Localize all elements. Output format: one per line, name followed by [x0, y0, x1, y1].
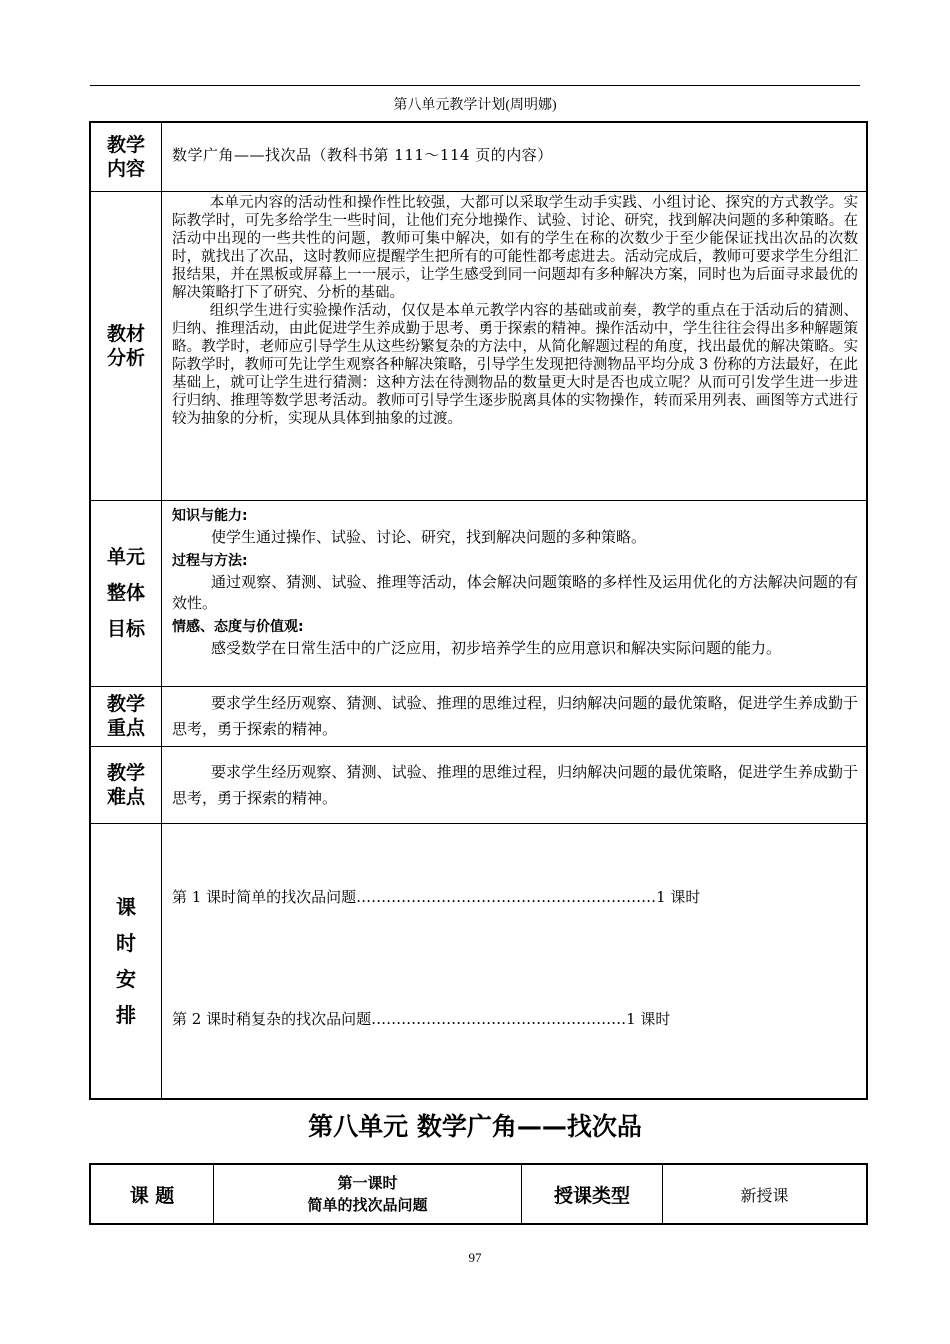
- label-material-analysis: 教材 分析: [90, 191, 162, 500]
- teaching-content-cell: [162, 122, 868, 191]
- topic-label: 课 题: [90, 1164, 214, 1224]
- difficulties-text: 要求学生经历观察、猜测、试验、推理的思维过程，归纳解决问题的最优策略，促进学生养成勤于思考，勇于探索的精神。: [172, 762, 858, 807]
- schedule-line-1: 第 1 课时简单的找次品问题……………………………………………………1 课时: [172, 887, 701, 906]
- emotion-title: 情感、态度与价值观:: [172, 618, 304, 635]
- page-number: 97: [468, 1250, 482, 1265]
- label-teaching-content: 教学 内容: [90, 122, 162, 191]
- key-points-cell: [162, 686, 868, 746]
- process-text: 通过观察、猜测、试验、推理等活动，体会解决问题策略的多样性及运用优化的方法解决问题的有效性。: [172, 572, 858, 612]
- lesson-table: [89, 1163, 868, 1225]
- process-title: 过程与方法:: [172, 552, 248, 569]
- lesson-type-value: 新授课: [663, 1164, 868, 1224]
- schedule-line-2: 第 2 课时稍复杂的找次品问题……………………………………………1 课时: [172, 1009, 671, 1028]
- unit-goals-cell: [162, 500, 868, 686]
- lesson-number: 第一课时: [337, 1174, 398, 1192]
- difficulties-cell: [162, 746, 868, 823]
- page-header: 第八单元教学计划(周明娜): [393, 98, 557, 113]
- knowledge-text: 使学生通过操作、试验、讨论、研究，找到解决问题的多种策略。: [211, 527, 647, 546]
- emotion-text: 感受数学在日常生活中的广泛应用，初步培养学生的应用意识和解决实际问题的能力。: [211, 638, 782, 657]
- row-unit-goals: [90, 500, 867, 686]
- header-rule: [90, 85, 860, 86]
- lesson-row: [90, 1164, 867, 1224]
- schedule-cell: [162, 823, 868, 1099]
- label-schedule: 课 时 安 排: [90, 823, 162, 1099]
- row-material-analysis: [90, 191, 867, 500]
- key-points-text: 要求学生经历观察、猜测、试验、推理的思维过程，归纳解决问题的最优策略，促进学生养成勤于思考，勇于探索的精神。: [172, 694, 858, 738]
- analysis-paragraph-2: 组织学生进行实验操作活动，仅仅是本单元教学内容的基础或前奏，教学的重点在于活动后的猜测、归纳、推理活动，由此促进学生养成勤于思考、勇于探索的精神。操作活动中，学生往往会得出多种解题策略。教学时，老师应引导学生从这些纷繁复杂的方法中，从简化解题过程的角度，找出最优的解决策略。实际教学时，教师可先让学生观察各种解决策略，引导学生发现把待测物品平均分成 3 份称的方法最好，在此基础上，就可让学生进行猜测：这种方法在待测物品的数量更大时是否也成立呢？从而可引发学生进一步进行归纳、推理等数学思考活动。教师可引导学生逐步脱离具体的实物操作，转而采用列表、画图等方式进行较为抽象的分析，实现从具体到抽象的过渡。: [172, 302, 858, 427]
- material-analysis-cell: [162, 191, 868, 500]
- label-unit-goals: 单元 整体 目标: [90, 500, 162, 686]
- teaching-content-text: 数学广角——找次品（教科书第 111～114 页的内容）: [172, 146, 553, 165]
- label-key-points: 教学 重点: [90, 686, 162, 746]
- unit-title: 第八单元 数学广角——找次品: [308, 1112, 642, 1141]
- analysis-paragraph-1: 本单元内容的活动性和操作性比较强，大都可以采取学生动手实践、小组讨论、探究的方式教学。实际教学时，可先多给学生一些时间，让他们充分地操作、试验、讨论、研究，找到解决问题的多种策略。在活动中出现的一些共性的问题，教师可集中解决，如有的学生在称的次数少于至少能保证找出次品的次数时，就找出了次品，这时教师应提醒学生把所有的可能性都考虑进去。活动完成后，教师可要求学生分组汇报结果，并在黑板或屏幕上一一展示，让学生感受到同一问题却有多种解决方案，同时也为后面寻求最优的解决策略打下了研究、分析的基础。: [172, 194, 858, 301]
- label-difficulties: 教学 难点: [90, 746, 162, 823]
- row-teaching-content: [90, 122, 867, 191]
- knowledge-title: 知识与能力:: [172, 507, 248, 524]
- row-key-points: [90, 686, 867, 746]
- lesson-type-label: 授课类型: [522, 1164, 663, 1224]
- lesson-title-cell: [214, 1164, 522, 1224]
- row-difficulties: [90, 746, 867, 823]
- row-schedule: [90, 823, 867, 1099]
- unit-plan-table: [89, 121, 868, 1100]
- lesson-name: 简单的找次品问题: [307, 1196, 428, 1214]
